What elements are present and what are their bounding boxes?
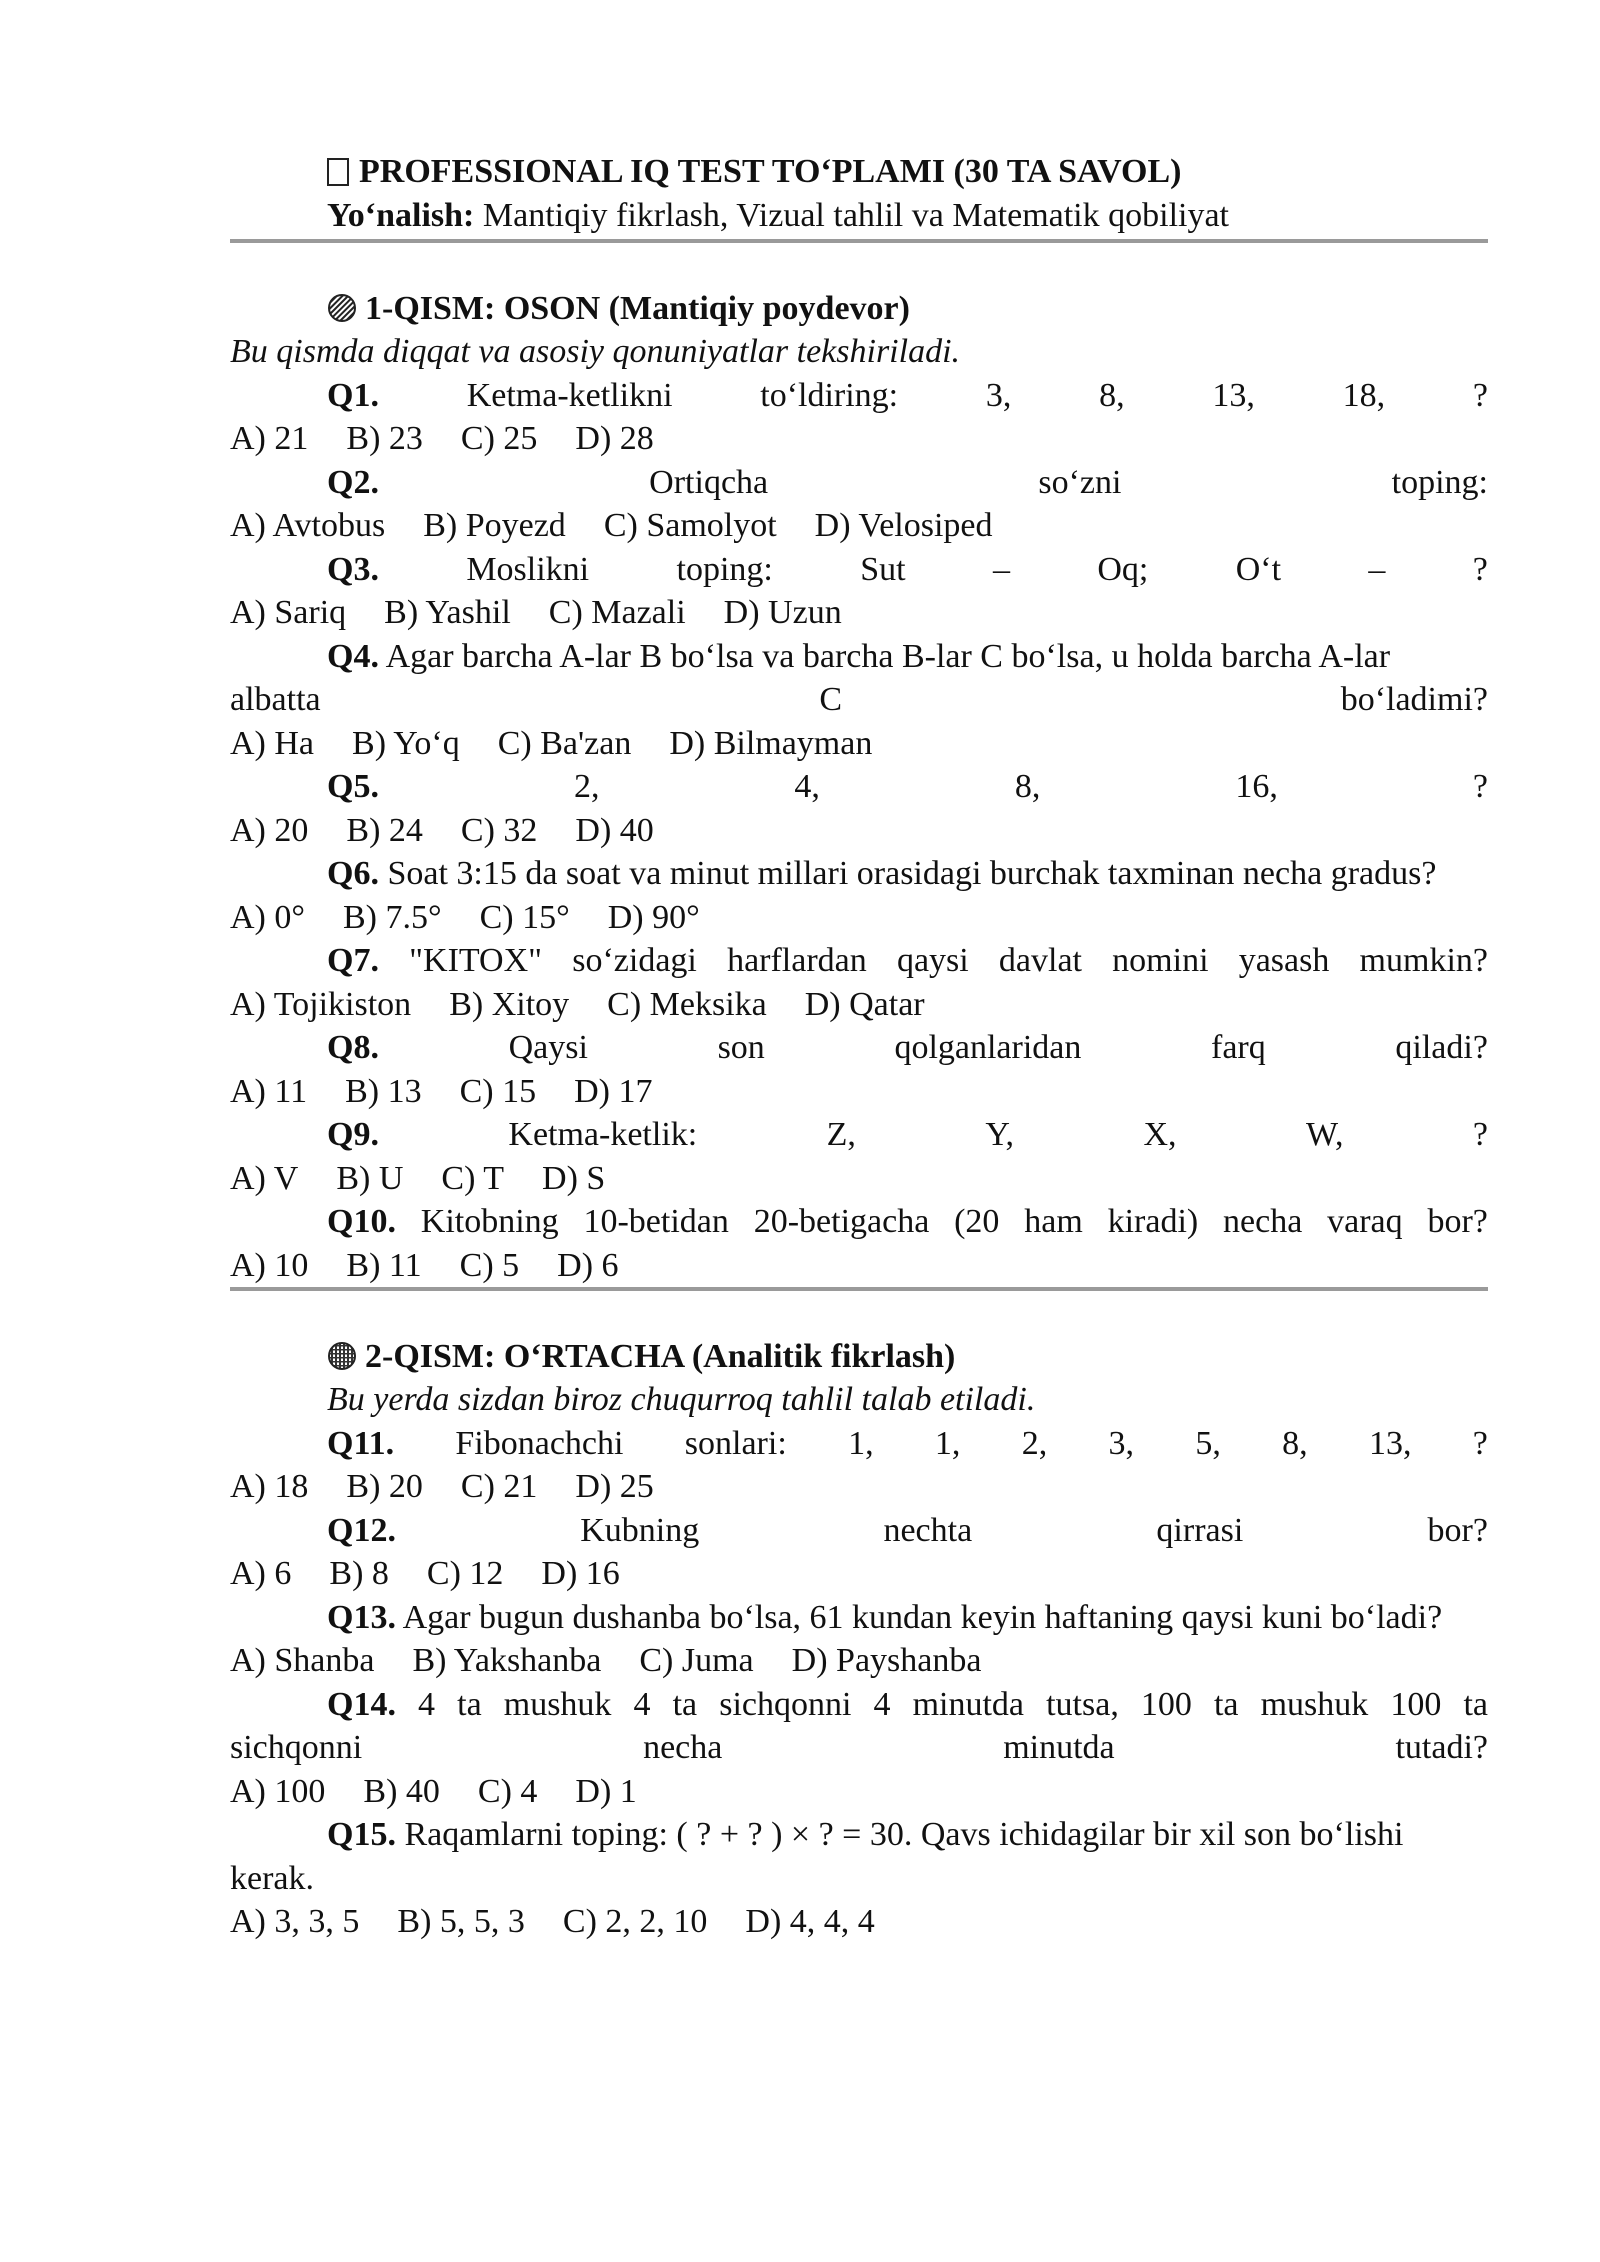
question-word: 5,: [1195, 1424, 1221, 1462]
document-title: PROFESSIONAL IQ TEST TO‘PLAMI (30 TA SAVOL): [359, 153, 1182, 190]
option-b[interactable]: B) 40: [363, 1772, 440, 1810]
option-b[interactable]: B) U: [336, 1159, 404, 1197]
question-word: 18,: [1342, 376, 1386, 414]
question-word: Ortiqcha: [649, 463, 769, 501]
option-b[interactable]: B) 8: [329, 1555, 389, 1592]
question-word: ?: [1472, 376, 1488, 414]
option-d[interactable]: D) Payshanba: [791, 1642, 982, 1679]
answer-options-15: [230, 1900, 1488, 1944]
question-number: Q13.: [327, 1598, 396, 1636]
question-word: C: [819, 681, 842, 718]
option-b[interactable]: B) 11: [346, 1246, 422, 1284]
question-10: [230, 1200, 1488, 1244]
question-word: 1,: [934, 1424, 961, 1462]
green-circle-icon: [327, 293, 357, 323]
document-title-line: [230, 150, 1488, 194]
option-b[interactable]: B) Yakshanba: [412, 1642, 602, 1679]
option-c[interactable]: C) 12: [426, 1555, 504, 1592]
option-d[interactable]: D) Uzun: [723, 594, 842, 631]
document-page: [230, 150, 1488, 1944]
question-word: X,: [1143, 1116, 1177, 1153]
option-a[interactable]: A) 0°: [230, 898, 305, 936]
question-word: harflardan: [727, 942, 867, 979]
question-word: qirrasi: [1156, 1511, 1244, 1549]
question-word: qiladi?: [1395, 1029, 1488, 1066]
option-c[interactable]: C) 4: [477, 1772, 538, 1810]
answer-options-7: [230, 983, 1488, 1027]
question-word: 8,: [1014, 768, 1041, 805]
option-d[interactable]: D) 17: [574, 1072, 653, 1110]
option-b[interactable]: B) Xitoy: [449, 985, 570, 1023]
question-number: Q12.: [327, 1511, 396, 1549]
question-text: Agar bugun dushanba bo‘lsa, 61 kundan keyin haftaning qaysi kuni bo‘ladi?: [395, 1598, 1443, 1636]
option-d[interactable]: D) 40: [575, 811, 654, 849]
option-d[interactable]: D) S: [542, 1159, 606, 1197]
option-a[interactable]: A) Sariq: [230, 594, 347, 631]
question-word: Sut: [860, 550, 906, 588]
direction-value: Mantiqiy fikrlash, Vizual tahlil va Matematik qobiliyat: [474, 196, 1229, 234]
question-4: [230, 635, 1488, 679]
direction-label: Yo‘nalish:: [327, 196, 475, 234]
option-a[interactable]: A) 100: [230, 1772, 326, 1810]
question-word: 3,: [1108, 1424, 1135, 1462]
question-5: [230, 765, 1488, 809]
question-word: 16,: [1235, 768, 1278, 805]
question-word: –: [992, 550, 1010, 588]
question-word: 13,: [1212, 376, 1255, 414]
option-c[interactable]: C) 25: [460, 420, 538, 457]
question-word: ?: [1472, 1116, 1488, 1153]
question-word: qolganlaridan: [894, 1029, 1082, 1066]
question-number: Q2.: [327, 463, 379, 501]
question-word: kiradi): [1107, 1203, 1199, 1240]
question-8: [230, 1026, 1488, 1070]
question-4-continued: [230, 678, 1488, 722]
option-a[interactable]: A) Avtobus: [230, 507, 386, 544]
option-a[interactable]: A) 20: [230, 811, 309, 849]
answer-options-3: [230, 591, 1488, 635]
question-9: [230, 1113, 1488, 1157]
answer-options-6: [230, 896, 1488, 940]
option-d[interactable]: D) Bilmayman: [669, 724, 873, 762]
option-c[interactable]: C) T: [441, 1159, 505, 1197]
answer-options-4: [230, 722, 1488, 766]
question-word: W,: [1305, 1116, 1344, 1153]
option-b[interactable]: B) Yo‘q: [352, 724, 460, 762]
question-14-continued: [230, 1726, 1488, 1770]
question-word: ?: [1472, 550, 1488, 588]
question-word: Kubning: [580, 1511, 700, 1549]
question-word: Kitobning: [420, 1203, 559, 1240]
question-text: Agar barcha A-lar B bo‘lsa va barcha B-lar C bo‘lsa, u holda barcha A-lar: [378, 637, 1391, 675]
question-word: nomini: [1112, 942, 1209, 979]
question-word: necha: [1223, 1203, 1303, 1240]
question-word: Ketma-ketlikni: [466, 376, 673, 414]
question-word: Oq;: [1097, 550, 1149, 588]
question-word: 8,: [1099, 376, 1125, 414]
question-word: farq: [1211, 1029, 1266, 1066]
option-b[interactable]: B) Poyezd: [423, 507, 566, 544]
question-word: 2,: [573, 768, 600, 805]
question-word: Moslikni: [466, 550, 590, 588]
question-number: Q1.: [327, 376, 379, 414]
question-number: Q8.: [327, 1029, 379, 1066]
question-text: Soat 3:15 da soat va minut millari orasidagi burchak taxminan necha gradus?: [378, 855, 1437, 892]
question-word: –: [1368, 550, 1386, 588]
option-d[interactable]: D) 90°: [607, 898, 700, 936]
question-word: 20-betigacha: [753, 1203, 930, 1240]
question-word: bo‘ladimi?: [1340, 681, 1488, 718]
question-word: varaq: [1327, 1203, 1403, 1240]
option-c[interactable]: C) 5: [459, 1246, 520, 1284]
question-word: Ketma-ketlik:: [508, 1116, 698, 1153]
question-word: bor?: [1427, 1203, 1488, 1240]
option-d[interactable]: D) Velosiped: [814, 507, 993, 544]
yellow-circle-icon: [327, 1341, 357, 1371]
question-word: Z,: [826, 1116, 856, 1153]
question-word: davlat: [998, 942, 1082, 979]
question-number: Q9.: [327, 1116, 379, 1153]
question-word: 4,: [794, 768, 820, 805]
answer-options-13: [230, 1639, 1488, 1683]
option-b[interactable]: B) Yashil: [384, 594, 511, 631]
direction-line: [230, 194, 1488, 238]
option-a[interactable]: A) 10: [230, 1246, 309, 1284]
spacer: [230, 243, 1488, 287]
option-c[interactable]: C) Juma: [639, 1642, 754, 1679]
option-d[interactable]: D) 16: [541, 1555, 620, 1592]
option-a[interactable]: A) 6: [230, 1555, 292, 1592]
option-a[interactable]: A) 3, 3, 5: [230, 1903, 360, 1940]
spacer: [230, 1291, 1488, 1335]
option-c[interactable]: C) 15°: [479, 898, 570, 936]
option-d[interactable]: D) 4, 4, 4: [745, 1903, 875, 1940]
question-word: mumkin?: [1359, 942, 1488, 979]
section2-subtitle: Bu yerda sizdan biroz chuqurroq tahlil talab etiladi.: [327, 1381, 1036, 1418]
question-13: [230, 1596, 1488, 1640]
answer-options-9: [230, 1157, 1488, 1201]
question-number: Q4.: [327, 637, 379, 675]
option-c[interactable]: C) Meksika: [607, 985, 767, 1023]
question-word: "KITOX": [409, 942, 543, 979]
option-c[interactable]: C) 32: [460, 811, 538, 849]
option-a[interactable]: A) Tojikiston: [230, 985, 412, 1023]
question-word: sichqonni: [230, 1729, 363, 1766]
question-word: (20: [954, 1203, 1000, 1240]
question-word: son: [717, 1029, 765, 1066]
option-c[interactable]: C) 21: [460, 1468, 538, 1505]
question-word: 2,: [1021, 1424, 1048, 1462]
question-word: 8,: [1282, 1424, 1308, 1462]
option-c[interactable]: C) Ba'zan: [497, 724, 632, 762]
option-c[interactable]: C) Samolyot: [603, 507, 777, 544]
question-number: Q14.: [327, 1685, 396, 1723]
section1-subtitle-line: [230, 330, 1488, 374]
question-word: 1,: [848, 1424, 874, 1462]
option-b[interactable]: B) 13: [345, 1072, 422, 1110]
option-b[interactable]: B) 7.5°: [342, 898, 442, 936]
question-word: sonlari:: [684, 1424, 787, 1462]
question-3: [230, 548, 1488, 592]
section2-title: 2-QISM: O‘RTACHA (Analitik fikrlash): [365, 1337, 956, 1375]
question-word: ?: [1472, 768, 1488, 805]
question-7: [230, 939, 1488, 983]
question-14: [230, 1683, 1488, 1727]
option-d[interactable]: D) 25: [575, 1468, 654, 1505]
option-c[interactable]: C) 15: [459, 1072, 537, 1110]
option-d[interactable]: D) 1: [575, 1772, 637, 1810]
option-d[interactable]: D) Qatar: [804, 985, 925, 1023]
option-b[interactable]: B) 20: [346, 1468, 423, 1505]
question-word: yasash: [1238, 942, 1330, 979]
question-word: nechta: [883, 1511, 973, 1549]
question-text: 4 ta mushuk 4 ta sichqonni 4 minutda tutsa, 100 ta mushuk 100 ta: [395, 1685, 1488, 1723]
answer-options-8: [230, 1070, 1488, 1114]
question-word: bor?: [1427, 1511, 1488, 1549]
question-word: so‘zni: [1038, 463, 1122, 501]
question-1: [230, 374, 1488, 418]
option-d[interactable]: D) 28: [575, 420, 654, 457]
question-word: ham: [1024, 1203, 1083, 1240]
question-6: [230, 852, 1488, 896]
answer-options-14: [230, 1770, 1488, 1814]
option-a[interactable]: A) Ha: [230, 724, 315, 762]
question-number: Q10.: [327, 1203, 396, 1240]
option-c[interactable]: C) Mazali: [548, 594, 686, 631]
question-2: [230, 461, 1488, 505]
question-12: [230, 1509, 1488, 1553]
answer-options-11: [230, 1465, 1488, 1509]
question-word: Fibonachchi: [455, 1424, 624, 1462]
question-11: [230, 1422, 1488, 1466]
question-number: Q7.: [327, 942, 379, 979]
question-word: to‘ldiring:: [760, 376, 899, 414]
option-b[interactable]: B) 23: [346, 420, 423, 457]
question-word: albatta: [230, 681, 321, 718]
option-b[interactable]: B) 5, 5, 3: [397, 1903, 525, 1940]
answer-options-1: [230, 417, 1488, 461]
option-b[interactable]: B) 24: [346, 811, 423, 849]
question-word: 13,: [1368, 1424, 1412, 1462]
section1-title: 1-QISM: OSON (Mantiqiy poydevor): [365, 289, 910, 327]
question-word: toping:: [676, 550, 773, 588]
question-number: Q3.: [327, 550, 379, 588]
question-number: Q5.: [327, 768, 379, 805]
question-number: Q11.: [327, 1424, 395, 1462]
question-word: Qaysi: [508, 1029, 588, 1066]
option-d[interactable]: D) 6: [557, 1246, 619, 1284]
question-word: minutda: [1003, 1729, 1115, 1766]
answer-options-5: [230, 809, 1488, 853]
question-word: so‘zidagi: [572, 942, 697, 979]
question-number: Q6.: [327, 855, 379, 892]
option-a[interactable]: A) 18: [230, 1468, 309, 1505]
option-a[interactable]: A) V: [230, 1159, 299, 1197]
question-word: Y,: [985, 1116, 1015, 1153]
answer-options-2: [230, 504, 1488, 548]
missing-glyph-icon: [327, 158, 349, 186]
question-word: O‘t: [1235, 550, 1282, 588]
question-word: ?: [1472, 1424, 1488, 1462]
section2-subtitle-line: [230, 1378, 1488, 1422]
question-15: [230, 1813, 1488, 1900]
answer-options-10: [230, 1244, 1488, 1288]
question-word: toping:: [1391, 463, 1488, 501]
question-text: Raqamlarni toping: ( ? + ? ) × ? = 30. Qavs ichidagilar bir xil son bo‘lishi kerak.: [230, 1816, 1404, 1897]
option-c[interactable]: C) 2, 2, 10: [562, 1903, 708, 1940]
question-word: 3,: [985, 376, 1012, 414]
option-a[interactable]: A) 11: [230, 1072, 308, 1110]
section2-heading: [230, 1335, 1488, 1379]
question-word: qaysi: [896, 942, 969, 979]
option-a[interactable]: A) 21: [230, 420, 309, 457]
option-a[interactable]: A) Shanba: [230, 1642, 375, 1679]
question-word: 10-betidan: [583, 1203, 729, 1240]
question-word: tutadi?: [1395, 1729, 1488, 1766]
question-number: Q15.: [327, 1816, 396, 1853]
section1-heading: [230, 287, 1488, 331]
section1-subtitle: Bu qismda diqqat va asosiy qonuniyatlar tekshiriladi.: [230, 333, 961, 370]
question-word: necha: [643, 1729, 723, 1766]
answer-options-12: [230, 1552, 1488, 1596]
